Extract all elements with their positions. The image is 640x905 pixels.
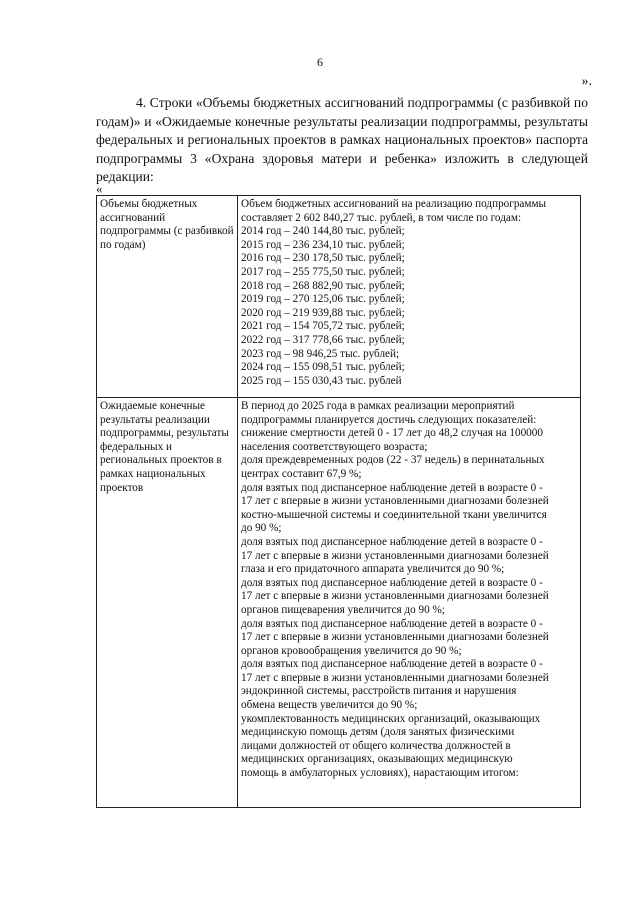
results-line: медицинских организациях, оказывающих медицинскую [241, 753, 513, 766]
results-line: доля преждевременных родов (22 - 37 недель) в перинатальных [241, 454, 545, 467]
results-line: 17 лет с впервые в жизни установленными диагнозами болезней [241, 590, 549, 603]
results-line: органов кровообращения увеличится до 90 %; [241, 644, 462, 657]
budget-summary-line: Объем бюджетных ассигнований на реализацию подпрограммы [241, 198, 547, 210]
results-line: обмена веществ увеличится до 90 %; [241, 699, 418, 712]
results-line: органов пищеварения увеличится до 90 %; [241, 603, 445, 616]
results-line: доля взятых под диспансерное наблюдение детей в возрасте 0 - [241, 535, 543, 548]
budget-year-item: 2018 год – 268 882,90 тыс. рублей; [241, 279, 405, 292]
results-line: доля взятых под диспансерное наблюдение детей в возрасте 0 - [241, 576, 543, 589]
results-line: 17 лет с впервые в жизни установленными диагнозами болезней [241, 631, 549, 644]
budget-year-item: 2016 год – 230 178,50 тыс. рублей; [241, 252, 405, 265]
intro-text: 4. Строки «Объемы бюджетных ассигнований подпрограммы (с разбивкой по годам)» и «Ожидаемые конечные результаты реализации подпрограммы, результаты федеральных и региональных проектов в рамках национальных проектов» паспорта подпрограммы 3 «Охрана здоровья матери и ребенка» изложить в следующей редакции: [96, 95, 588, 185]
results-line: В период до 2025 года в рамках реализации мероприятий [241, 400, 515, 412]
budget-year-item: 2024 год – 155 098,51 тыс. рублей; [241, 361, 405, 374]
results-line: лицами должностей от общего количества должностей в [241, 739, 511, 752]
budget-value-cell [238, 196, 581, 398]
closing-quote: ». [581, 74, 592, 89]
budget-summary-line: составляет 2 602 840,27 тыс. рублей, в том числе по годам: [241, 211, 522, 224]
budget-year-item: 2025 год – 155 030,43 тыс. рублей [241, 374, 402, 387]
table-row-results [97, 398, 581, 808]
results-line: подпрограммы планируется достичь следующих показателей: [241, 413, 537, 426]
results-line: снижение смертности детей 0 - 17 лет до 48,2 случая на 100000 [241, 427, 543, 440]
budget-year-item: 2017 год – 255 775,50 тыс. рублей; [241, 265, 405, 278]
budget-year-item: 2021 год – 154 705,72 тыс. рублей; [241, 320, 405, 333]
budget-year-item: 2022 год – 317 778,66 тыс. рублей; [241, 333, 405, 346]
results-label: Ожидаемые конечные результаты реализации подпрограммы, результаты федеральных и региональных проектов в рамках национальных проектов [100, 400, 229, 494]
budget-summary [241, 198, 577, 225]
results-line: 17 лет с впервые в жизни установленными диагнозами болезней [241, 495, 549, 508]
results-line: до 90 %; [241, 522, 282, 535]
results-line: 17 лет с впервые в жизни установленными диагнозами болезней [241, 671, 549, 684]
page-number: 6 [317, 55, 323, 69]
results-line: помощь в амбулаторных условиях), нарастающим итогом: [241, 767, 519, 780]
results-line: доля взятых под диспансерное наблюдение детей в возрасте 0 - [241, 617, 543, 630]
results-line: укомплектованность медицинских организаций, оказывающих [241, 712, 541, 725]
results-line: центрах составит 67,9 %; [241, 467, 362, 480]
results-line: 17 лет с впервые в жизни установленными диагнозами болезней [241, 549, 549, 562]
budget-year-item: 2015 год – 236 234,10 тыс. рублей; [241, 238, 405, 251]
results-line: доля взятых под диспансерное наблюдение детей в возрасте 0 - [241, 481, 543, 494]
table-row-budget [97, 196, 581, 398]
budget-label-cell [97, 196, 238, 398]
results-label-cell [97, 398, 238, 808]
results-line: глаза и его придаточного аппарата увеличится до 90 %; [241, 563, 505, 576]
results-line: костно-мышечной системы и соединительной ткани увеличится [241, 508, 547, 521]
results-value-cell [238, 398, 581, 808]
intro-paragraph [96, 94, 588, 187]
results-line: населения соответствующего возраста; [241, 440, 428, 453]
budget-label: Объемы бюджетных ассигнований подпрограммы (с разбивкой по годам) [100, 198, 234, 251]
results-line: медицинскую помощь детям (доля занятых физическими [241, 726, 515, 739]
budget-year-item: 2020 год – 219 939,88 тыс. рублей; [241, 306, 405, 319]
results-line: доля взятых под диспансерное наблюдение детей в возрасте 0 - [241, 658, 543, 671]
passport-table [96, 195, 581, 808]
budget-year-item: 2023 год – 98 946,25 тыс. рублей; [241, 347, 400, 360]
opening-quote: « [96, 181, 103, 196]
budget-years-list [241, 225, 577, 388]
budget-year-item: 2019 год – 270 125,06 тыс. рублей; [241, 293, 405, 306]
budget-year-item: 2014 год – 240 144,80 тыс. рублей; [241, 225, 405, 238]
results-line: эндокринной системы, расстройств питания и нарушения [241, 685, 517, 698]
